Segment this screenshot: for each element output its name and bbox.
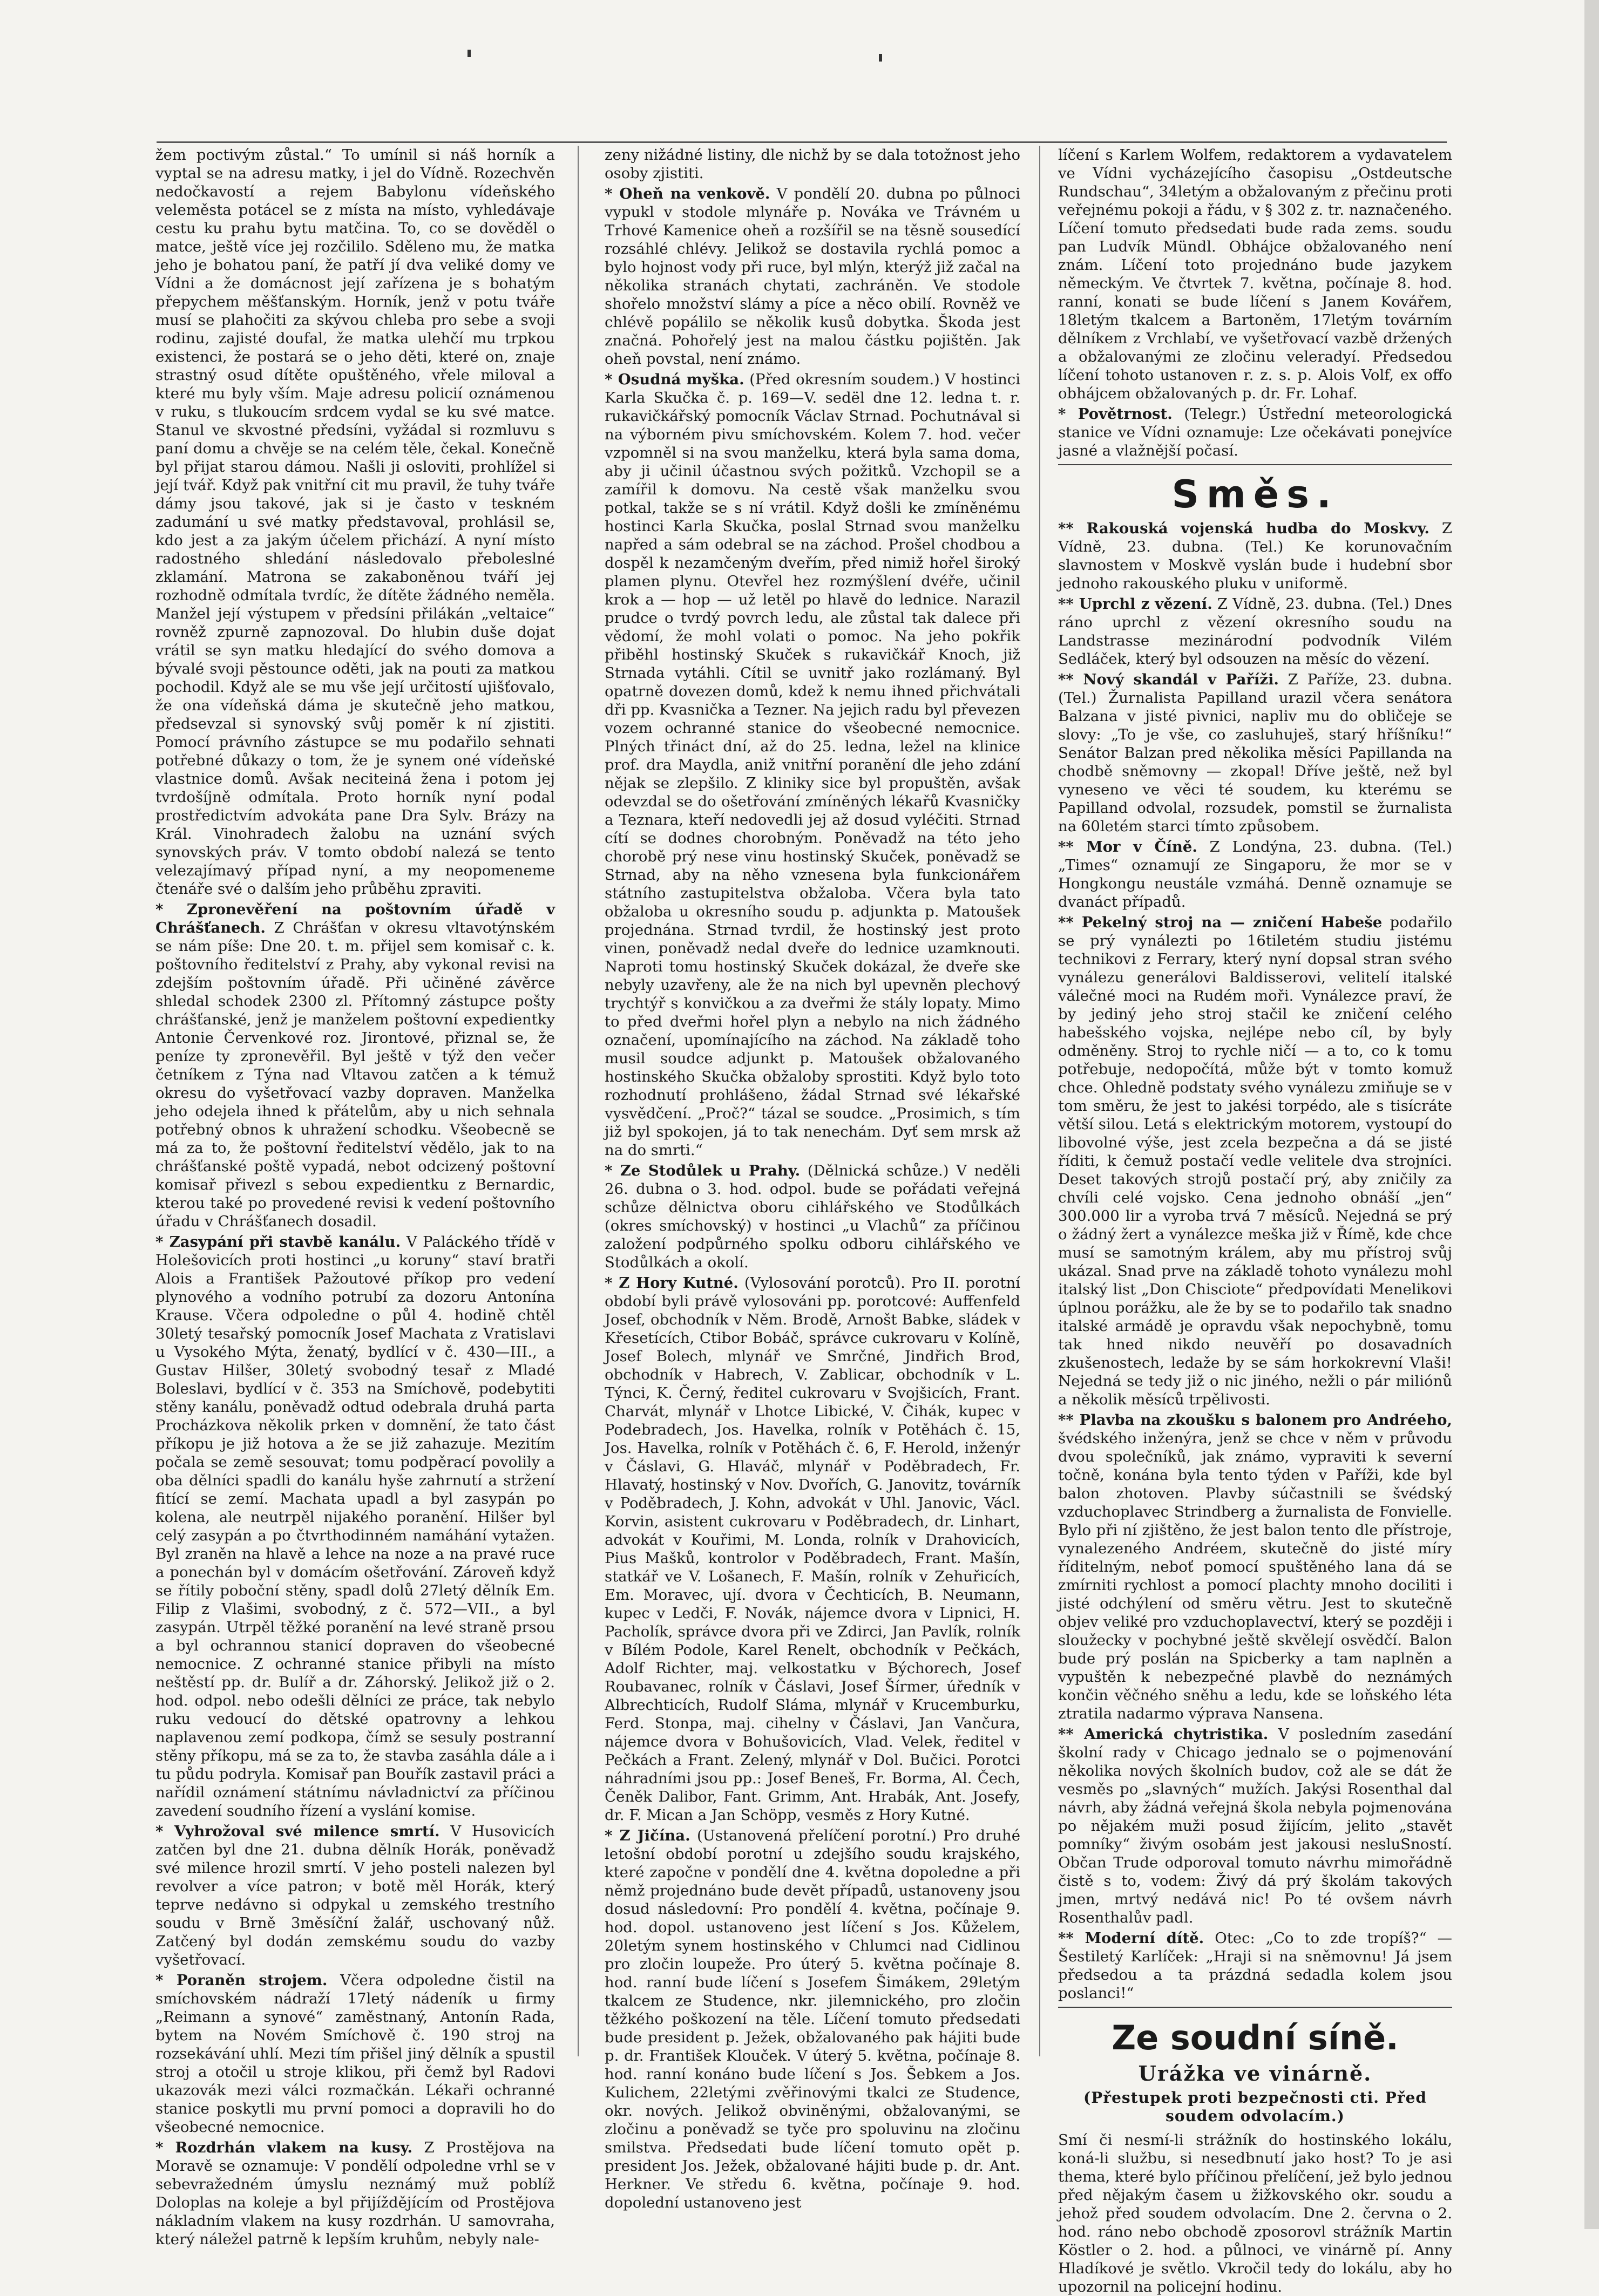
article-headline: * Poraněn strojem. [155,1972,328,1989]
article-text: V posledním zasedání školní rady v Chicago jednalo se o pojmenování několika nových školních budov, což ale se dát že vesměs po „slavných“ mužích. Jakýsi Rosenthal dal návrh, aby žádná veřejná škola nebyla pojmenována po nějakém muži posud žijícím, jelito „stavět pomníky“ živým osobám jest jakousi nesluSností. Občan Trude odporoval tomuto návrhu mimořádně čistě s to, vodem: Živý dá prý školám takových jmen, mrtvý nedává nic! Po té ovšem návrh Rosenthalův padl. [1058,1726,1452,1926]
column-1 [155,146,555,2248]
smes-title: Směs. [1171,472,1339,517]
article-headline: * Zpronevěření na poštovním úřadě v Chrášťanech. [155,901,555,936]
article-headline: ** Mor v Číně. [1058,838,1197,855]
article-text: švédského inženýra, jenž se chce v něm v průvodu dvou společníků, jak známo, vypraviti k severní točně, konána byla tento týden v Paříži, kde byl balon zhotoven. Plavby súčastnili se švédský vzduchoplavec Strindberg a žurnalista de Fonvielle. Bylo při ní zjištěno, že jest balon tento dle přístroje, vynalezeného Andréem, skutečně do jisté míry říditelným, neboť pomocí spuštěného lana dá se zmírniti rychlost a pomocí plachty mnoho dociliti i jisté odchýlení od směru větru. Jest to skutečně objev veliké pro vzduchoplavectví, který se později i sloužecky v pochybné ještě skvělejí osvědčí. Balon bude prý poslán na Spicberky a tam naplněn a vypuštěn k nebezpečné plavbě do neznámých končin věčného sněhu a ledu, kde se loňského léta ztratila nadarmo výprava Nansena. [1058,1430,1452,1722]
article-headline: * Ze Stodůlek u Prahy. [605,1162,801,1179]
article-headline: * Z Hory Kutné. [605,1274,738,1292]
article-text: V pondělí 20. dubna po půlnoci vypukl v stodole mlynáře p. Nováka ve Trávném u Trhové Kamenice oheň a rozšířil se na těsně sousedící rozsáhlé chlévy. Jelikož se dostavila rychlá pomoc a bylo hojnost vody při ruce, byl mlýn, kterýž již začal na několika stranách chytati, zachráněn. Ve stodole shořelo množství slámy a píce a něco obilí. Rovněž ve chlévě popálilo se několik kusů dobytka. Škoda jest značná. Pohořelý jest na malou částku pojištěn. Jak oheň povstal, není známo. [605,185,1020,368]
column-3-top [1058,146,1452,460]
court-title: Ze soudní síně. [1112,2018,1399,2057]
article-headline: ** Plavba na zkoušku s balonem pro Andréeho, [1058,1411,1452,1429]
article-paragraph [605,185,1020,368]
article-headline: * Z Jičína. [605,1827,690,1844]
article-headline: * Vyhrožoval své milence smrtí. [155,1823,440,1840]
article-text: líčení s Karlem Wolfem, redaktorem a vydavatelem ve Vídni vycházejícího časopisu „Ostdeutsche Rundschau“, 34letým a obžalovaným z přečinu proti veřejnému pokoji a řádu, v § 302 z. tr. naznačeného. Líčení tomuto předsedati bude rada zems. soudu pan Ludvík Mündl. Obhájce obžalovaného není znám. Líčení toto projednáno bude jazykem německým. Ve čtvrtek 7. května, počínaje 8. hod. ranní, konati se bude líčení s Janem Kovářem, 18letým tkalcem a Bartoněm, 17letým továrním dělníkem z Vrchlabí, ve vyšetřovací vazbě držených a obžalovanými ze zločinu veleradyí. Předsedou líčení tohoto ustanoven r. z. s. p. Alois Volf, ex offo obhájcem obžalovaných p. dr. Fr. Lohaf. [1058,146,1452,402]
article-headline: * Rozdrhán vlakem na kusy. [155,2139,413,2156]
article-text: žem poctivým zůstal.“ To umínil si náš horník a vyptal se na adresu matky, i jel do Vídně. Rozechvěn nedočkavostí a rejem Babylonu vídeňského veleměsta potácel se z místa na místo, vyhledávaje cestu ku prahu bytu matčina. To, co se dověděl o matce, ještě více jej rozčililo. Sděleno mu, že matka jeho je bohatou paní, že patří jí dva veliké domy ve Vídni a že domácnost její zařízena je s bohatým přepychem měšťanským. Horník, jenž v potu tváře musí se plahočiti za skývou chleba pro sebe a svoji rodinu, zajisté doufal, že matka ulehčí mu trpkou existenci, že postará se o jeho děti, které on, znaje strastný osud dítěte opuštěného, vřele miloval a které mu byly vším. Maje adresu policií oznámenou v ruku, s tlukoucím srdcem vydal se ku své matce. Stanul ve skvostné předsíni, vyžádal si rozmluvu s paní domu a chvěje se na celém těle, čekal. Konečně byl přijat starou dámou. Našli ji osloviti, prohlížel si její tvář. Když pak vnitřní cit mu pravil, že tuhy tváře dámy jsou takové, jak si je často v teskném zadumání u své matky představoval, prohlásil se, kdo jest a za jakým účelem přichází. A nyní místo radostného shledání následovalo přeboleslné zklamání. Matrona se zakaboněnou tváří jej rozhodně odmítala tvrdíc, že dítěte žádného neměla. Manžel její výstupem v předsíni přilákán „veltaice“ rovněž zpurně zapnozoval. Do hlubin duše dojat vrátil se syn matku hledající do svého domova a bývalé svoji pěstounce oděti, jak na pouti za matkou pochodil. Když ale se mu vše její určitostí ujišťovalo, že ona vídeňská dáma je skutečně jeho matkou, předsevzal si synovský svůj poměr k ní zjistiti. Pomocí právního zástupce se mu podařilo sehnati potřebné důkazy o tom, že je synem oné vídeňské vlastnice domů. Avšak neciteiná žena i potom jej tvrdošíjně odmítala. Proto horník nyní podal prostředictvím advokáta pane Dra Sylv. Brázy na Král. Vinohradech žalobu na uznání svých synovských práv. V tomto období nalezá se tento velezajímavý případ nyní, a my neopomeneme čtenáře své o dalším jeho průběhu zpraviti. [155,146,555,898]
article-headline: * Osudná myška. [605,371,744,388]
article-paragraph [1058,595,1452,668]
article-headline: * Zasypání při stavbě kanálu. [155,1233,401,1251]
article-text: (Vylosování porotců). Pro II. porotní období byli právě vylosováni pp. porotcové: Auffenfeld Josef, obchodník v Něm. Brodě, Arnošt Babke, sládek v Křesetících, Ctibor Bobáč, správce cukrovaru v Kolíně, Josef Bolech, mlynář ve Smrčné, Jindřich Brod, obchodník v Habrech, V. Zablicar, obchodník v L. Týnci, K. Černý, ředitel cukrovaru v Svojšicích, Frant. Charvát, mlynář v Lhotce Libické, V. Čihák, kupec v Podebradech, Jos. Havelka, rolník v Potěhách č. 15, Jos. Havelka, rolník v Potěhách č. 6, F. Herold, inženýr v Čáslavi, G. Hlaváč, mlynář v Poděbradech, Fr. Hlavatý, hostinský v Nov. Dvořích, G. Janovitz, továrník v Poděbradech, J. Kohn, advokát v Uhl. Janovic, Václ. Korvin, asistent cukrovaru v Poděbradech, dr. Linhart, advokát v Kouřimi, M. Londa, rolník v Drahovicích, Pius Mašků, kontrolor v Poděbradech, Frant. Mašín, statkář ve V. Lošanech, F. Mašín, rolník v Zehuřicích, Em. Moravec, ují. dvora v Čechticích, B. Neumann, kupec v Ledči, F. Novák, nájemce dvora v Lipnici, H. Pacholík, správce dvora při ve Zdirci, Jan Pavlík, rolník v Bílém Podole, Karel Renelt, obchodník v Pečkách, Adolf Richter, maj. velkostatku v Býchorech, Josef Roubavanec, rolník v Čáslavi, Josef Šírmer, úředník v Albrechticích, Rudolf Sláma, mlynář v Krucemburku, Ferd. Stonpa, maj. cihelny v Čáslavi, Jan Vančura, nájemce dvora v Bohušovicích, Vlad. Velek, ředitel v Pečkách a Frant. Zelený, mlynář v Dol. Bučici. Porotci náhradními jsou pp.: Josef Beneš, Fr. Borma, Al. Čech, Čeněk Dalibor, Fant. Grimm, Ant. Hrabák, Ant. Josefy, dr. F. Mican a Jan Schöpp, vesměs z Hory Kutné. [605,1274,1020,1824]
section-rule [1058,464,1452,465]
article-paragraph [605,1274,1020,1824]
article-headline: ** Pekelný stroj na — zničení Habeše [1058,914,1383,931]
article-headline: ** Moderní dítě. [1058,1930,1204,1947]
article-headline: * Povětrnost. [1058,405,1173,423]
article-text: Z Londýna, 23. dubna. (Tel.) „Times“ oznamují ze Singaporu, že mor se v Hongkongu neustále vzmáhá. Denně oznamuje se dvanáct případů. [1058,838,1452,911]
article-paragraph [1058,913,1452,1409]
article-text: V Husovicích zatčen byl dne 21. dubna dělník Horák, poněvadž své milence hrozil smrtí. V jeho posteli nalezen byl revolver a více patron; v botě měl Horák, který teprve nedávno si odpykal u zemského trestního soudu v Brně 3měsíční žalář, uschovaný nůž. Zatčený byl dodán zemskému soudu do vazby vyšetřovací. [155,1823,555,1968]
article-headline: ** Uprchl z vězení. [1058,595,1212,613]
article-text: podařilo se prý vynálezti po 16tiletém studiu jistému technikovi z Ferrary, který nyní dopsal stran svého vynálezu generálovi Baldisserovi, velitelí italské válečné moci na Rudém moři. Vynálezce praví, že by jediný jeho stroj stačil ke zničení celého habešského vojska, nejlépe nebo cíl, by byly odměněny. Stroj to rychle ničí — a to, co k tomu potřebuje, nedopočítá, může být v tomto komuž chce. Ohledně podstaty svého vynálezu zmiňuje se v tom směru, že jest to jakési torpédo, ale s tisícráte větší silou. Letá s elektrickým motorem, vystoupí do libovolné výše, jest zcela bezpečna a dá se jisté říditi, k čemuž postačí vedle velitele dva strojníci. Deset takových strojů postačí prý, aby zničily za chvíli celé vojsko. Cena jednoho obnáší „jen“ 300.000 lir a vyroba trvá 7 měsíců. Nejedná se prý o žádný žert a vynálezce meška již v Římě, kde chce musí se samotným králem, aby mu přístroj svůj ukázal. Snad prve na základě tohoto vynálezu mohl italský list „Don Chisciote“ předpovídati Menelikovi úplnou porážku, ale že by se to podařilo tak snadno italské armádě je opravdu však nepochybně, tomu tak hned nikdo neuvěří po dosavadních zkušenostech, ledaže by se sám horkokrevní Vlaši! Nejedná se tedy již o nic jiného, nežli o pár miliónů a několik měsíců trpělivosti. [1058,914,1452,1408]
column-2 [605,146,1020,2211]
article-text: Z Vídně, 23. dubna. (Tel.) Dnes ráno uprchl z vězení okresního soudu na Landstrasse mezinárodní podvodník Vilém Sedláček, který byl odsouzen na měsíc do vězení. [1058,595,1452,668]
article-text: (Dělnická schůze.) V neděli 26. dubna o 3. hod. odpol. bude se pořádati veřejná schůze dělnictva oboru cihlářského ve Stodůlkách (okres smíchovský) v hostinci „u Vlachů“ za příčinou založení podpůrného spolku odboru cihlářského ve Stodůlkách a okolí. [605,1162,1020,1271]
article-paragraph [155,900,555,1231]
article-text: (Ustanovená přelíčení porotní.) Pro druhé letošní období porotní u zdejšího soudu krajského, které započne v pondělí dne 4. května dopoledne a při němž projednáno bude devět případů, ustanoveny jsou dosud následovní: Pro pondělí 4. května, počínaje 9. hod. dopol. ustanoveno jest líčení s Jos. Kůželem, 20letým synem hostinského v Chlumci nad Cidlinou pro zločin loupeže. Pro úterý 5. května počínaje 8. hod. ranní bude líčení s Josefem Šimákem, 29letým tkalcem ze Studence, nkr. jilemnického, pro zločin těžkého poškození na těle. Líčení tomuto předsedati bude president p. Ježek, obžalovaného pak hájiti bude p. dr. František Klouček. V úterý 5. května, počínaje 8. hod. ranní konáno bude líčení s Jos. Šebkem a Jos. Kulichem, 22letými zvěřinovými tkalci ze Studence, okr. nových. Jelikož obviněnými, obžalovanými, se zločinu a poněvadž se tyče pro spoluvinu na zločinu smilstva. Předsedati bude líčení tomuto opět p. president Jos. Ježek, obžalované hájiti bude p. dr. Ant. Herkner. Ve středu 6. května, počínaje 9. hod. dopolední ustanoveno jest [605,1827,1020,2211]
article-paragraph [155,146,555,898]
article-paragraph [1058,1725,1452,1927]
column-divider [1039,146,1040,2056]
article-text: V Paláckého třídě v Holešovicích proti hostinci „u koruny“ staví bratři Alois a František Pažoutové příkop pro vedení plynového a vodního potrubí za dozoru Antonína Krause. Včera odpoledne o půl 4. hodině chtěl 30letý tesařský pomocník Josef Machata z Vratislavi u Vysokého Mýta, ženatý, bydlící v č. 430—III., a Gustav Hilšer, 30letý svobodný tesař z Mladé Boleslavi, bydlící v č. 353 na Smíchově, podebytiti stěny kanálu, poněvadž odtud odebrala druhá parta Procházkova několik prken v domnění, že tato část příkopu je již hotova a že se již zahazuje. Mezitím počala se země sesouvat; tomu podpěrací povolily a oba dělníci spadli do kanálu hyše zahrnutí a stržení fitící se zemí. Machata upadl a byl zasypán po kolena, ale neutrpěl nijakého poranění. Hilšer byl celý zasypán a po čtvrthodinném namáhání vytažen. Byl zraněn na hlavě a lehce na noze a na pravé ruce a ponechán byl v domácím ošetřování. Zároveň když se řítily poboční stěny, spadl dolů 27letý dělník Em. Filip z Vlašimi, svobodný, z č. 572—VII., a byl zasypán. Utrpěl těžké poranění na levé straně prsou a byl ochrannou stanicí dopraven do všeobecné nemocnice. Z ochranné stanice přibyli na místo neštěstí pp. dr. Bulíř a dr. Záhorský. Jelikož již o 2. hod. odpol. nebo odešli dělníci ze práce, tak nebylo ruku vedoucí do dětské opatrovny a lehkou naplavenou zemí podkopa, čímž se sesuly postranní stěny příkopu, má se za to, že stavba zasáhla dále a i tu půdu podryla. Komisař pan Bouřík zastavil práci a nařídil oznámení státnímu návladnictví za příčinou zavedení soudního řízení a vyslání komise. [155,1233,555,1819]
article-paragraph [155,2138,555,2249]
article-text: Z Prostějova na Moravě se oznamuje: V pondělí odpoledne vrhl se v sebevražedném úmyslu neznámý muž poblíž Doloplas na koleje a byl přijíždějícím od Prostějova nákladním vlakem na kusy rozdrhán. U samovraha, který náležel patrně k lepším kruhům, nebyly nale- [155,2139,555,2248]
smes-articles [1058,519,1452,2002]
article-paragraph [605,146,1020,182]
article-paragraph [1058,405,1452,460]
scan-edge [1584,0,1599,2229]
article-text: Otec: „Co to zde tropíš?“ — Šestiletý Karlíček: „Hraji si na sněmovnu! Já jsem předsedou a ta prázdná sedadla kolem jsou poslanci!“ [1058,1930,1452,2002]
article-paragraph [1058,670,1452,835]
scan-speck [467,50,471,57]
article-text: Z Vídně, 23. dubna. (Tel.) Ke korunovačním slavnostem v Moskvě vyslán bude i hudební sbor jednoho rakouského pluku v uniformě. [1058,520,1453,592]
article-paragraph [605,370,1020,1159]
scan-speck [879,54,882,62]
article-paragraph [155,1233,555,1820]
article-text: zeny nižádné listiny, dle nichž by se dala totožnost jeho osoby zjistiti. [605,146,1020,182]
column-divider [578,146,579,2056]
article-paragraph [605,1826,1020,2212]
article-headline: ** Nový skandál v Paříži. [1058,671,1279,688]
article-paragraph [1058,519,1452,593]
court-text: Smí či nesmí-li strážník do hostinského lokálu, koná-li službu, si nesedbnutí jako host? To je asi thema, které bylo příčinou přelíčení, jež bylo jednou před nějakým časem u žižkovského okr. soudu a jehož před soudem odvolacím. Dne 2. června o 2. hod. ráno nebo obchodě zposorovl strážník Martin Köstler o 2. hod. a půlnoci, ve vinárně pí. Anny Hladíkové je světlo. Vkročil tedy do lokálu, aby ho upozornil na policejní hodinu. [1058,2131,1452,2295]
article-text: Včera odpoledne čistil na smíchovském nádraží 17letý nádeník u firmy „Reimann a synové“ zaměstnaný, Antonín Rada, bytem na Novém Smíchově č. 190 stroj na rozsekávání uhlí. Mezi tím přišel jiný dělník a spustil stroj a otočil u stroje klikou, při čemž byl Radovi ukazovák mezi válci rozmačkán. Lékaři ochranné stanice poskytli mu první pomoci a dopravili ho do všeobecné nemocnice. [155,1972,555,2136]
article-headline: * Oheň na venkově. [605,185,770,202]
article-paragraph [155,1822,555,1969]
article-text: (Telegr.) Ústřední meteorologická stanice ve Vídni oznamuje: Lze očekávati ponejvíce jasné a vlažnější počasí. [1058,405,1453,459]
article-paragraph [1058,146,1452,403]
article-headline: ** Americká chytristika. [1058,1726,1269,1743]
article-paragraph [1058,838,1452,911]
article-headline: ** Rakouská vojenská hudba do Moskvy. [1058,520,1430,537]
article-paragraph [1058,1411,1452,1723]
article-paragraph [605,1161,1020,1272]
court-subtitle: Urážka ve vinárně. [1138,2061,1372,2086]
article-paragraph [155,1971,555,2136]
court-note: (Přestupek proti bezpečnosti cti. Před soudem odvolacím.) [1083,2089,1427,2125]
top-rule [157,141,1447,143]
article-text: (Před okresním soudem.) V hostinci Karla Skučka č. p. 169—V. sedël dne 12. ledna t. r. rukavičkářský pomocník Václav Strnad. Pochutnával si na výborném pivu smíchovském. Kolem 7. hod. večer vzpomněl si na svou manželku, která byla sama doma, aby ji učinil účastnou svých požitků. Vzchopil se a zamířil k domovu. Na cestě však manželku svou potkal, takže se s ní vrátil. Když došli ke zmíněnému hostinci Karla Skučka, poslal Strnad svou manželku napřed a sám odebral se na záchod. Prošel chodbou a dospěl k nezamčeným dveřím, před nimiž hořel široký plamen plynu. Otevřel hez rozmýšlení dvéře, učinil krok a — hop — už letěl po hlavě do lednice. Narazil prudce o tvrdý povrch ledu, ale zůstal tak dalece při vědomí, že mohl volati o pomoc. Na jeho pokřik přiběhl hostinský Skuček s rukavičkář Knoch, již Strnada vytáhli. Cítil se uvnitř jako rozlámaný. Byl opatrně dovezen domů, kdež k nemu ihned přichvátali dři pp. Kvasnička a Tezner. Na jejich radu byl převezen vozem ochranné stanice do všeobecné nemocnice. Plných třináct dní, až do 25. ledna, ležel na klinice prof. dra Maydla, aniž vnitřní poranění dle jeho zdání nějak se zlepšilo. Z kliniky sice byl propuštěn, avšak odevzdal se do ošetřování zmíněných lékařů Kvasničky a Teznara, kteří nedovedli jej až dosud vyléčiti. Strnad cítí se dodnes chorobným. Poněvadž na této jeho chorobě prý nese vinu hostinský Skuček, poněvadž se Strnad, aby na něho vznesena byla funkcionářem státního zastupitelstva obžaloba. Včera byla tato obžaloba u okresního soudu p. adjunkta p. Matoušek projednána. Strnad tvrdil, že hostinský jest proto vinen, poněvadž nedal dveře do lednice uzamknouti. Naproti tomu hostinský Skuček dokázal, že dveře ske nebyly uzavřeny, ale že na nich byl upevněn plechový trychtýř s konvičkou a za dveřmi že stály lopaty. Mimo to před dveřmi hořel plyn a nebylo na nich žádného označení, upomínajícího na záchod. Na základě toho musil soudce adjunkt p. Matoušek obžalovaného hostinského Skučka obžaloby sprostiti. Když bylo toto rozhodnutí prohlášeno, žádal Strnad své lékařské vysvědčení. „Proč?“ tázal se soudce. „Prosimich, s tím již byl spokojen, já to tak nenechám. Dyť sem mrsk až na do smrti.“ [605,371,1020,1159]
column-3 [1058,146,1453,2295]
section-rule [1058,2007,1452,2008]
article-text: Z Chrášťan v okresu vltavotýnském se nám píše: Dne 20. t. m. přijel sem komisař c. k. poštovního ředitelství z Prahy, aby vykonal revisi na zdejším poštovním úřadě. Při učiněné závěrce shledal schodek 2300 zl. Přítomný zástupce pošty chrášťanské, jenž je manželem poštovní expedientky Antonie Červenkové roz. Jirontové, přiznal se, že peníze ty zpronevěřil. Byl ještě v týž den večer četníkem z Týna nad Vltavou zatčen a k témuž okresu do vyšetřovací vazby dopraven. Manželka jeho odejela ihned k přátelům, aby u nich sehnala potřebný obnos k uhražení schodku. Všeobecně se má za to, že poštovní ředitelství vědělo, jak to na chrášťanské poště vypadá, nebot odcizený poštovní komisař přivezl s sebou expedientku z Bernardic, kterou také po provedené revisi k vedení poštovního úřadu v Chrášťanech dosadil. [155,919,555,1230]
article-paragraph [1058,1929,1452,2002]
article-text: Z Paříže, 23. dubna. (Tel.) Žurnalista Papilland urazil včera senátora Balzana v jisté pivnici, napliv mu do obličeje se slovy: „To je vše, co zasluhuješ, starý hříšníku!“ Senátor Balzan pred několika měsíci Papillanda na chodbě sněmovny — zkopal! Dříve ještě, než byl vyneseno ve věci té soudem, ku kterému se Papilland odvolal, rozsudek, pomstil se žurnalista na 60letém starci tímto způsobem. [1058,671,1452,835]
